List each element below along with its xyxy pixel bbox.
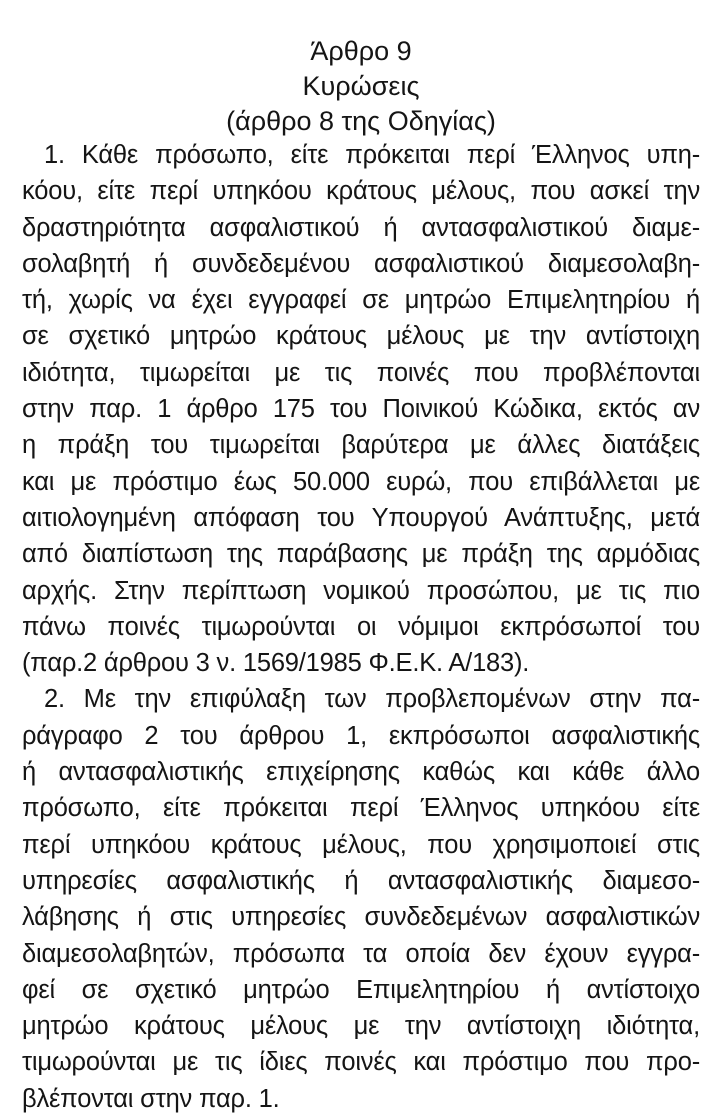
text-line: αρχής. Στην περίπτωση νομικού προσώπου, με τις πιο (22, 576, 700, 605)
text-line: σολαβητή ή συνδεδεμένου ασφαλιστικού διαμεσολαβη- (22, 249, 700, 278)
text-line: περί υπηκόου κράτους μέλους, που χρησιμοποιεί στις (22, 830, 700, 859)
text-line: διαμεσολαβητών, πρόσωπα τα οποία δεν έχουν εγγρα- (22, 939, 700, 968)
text-line: ράγραφο 2 του άρθρου 1, εκπρόσωποι ασφαλιστικής (22, 721, 700, 750)
text-line: στην παρ. 1 άρθρο 175 του Ποινικού Κώδικα, εκτός αν (22, 395, 700, 424)
paragraph-1 (22, 137, 700, 681)
text-line: υπηρεσίες ασφαλιστικής ή αντασφαλιστικής διαμεσο- (22, 866, 700, 895)
text-line: πρόσωπο, είτε πρόκειται περί Έλληνος υπηκόου είτε (22, 794, 700, 823)
text-line: τιμωρούνται με τις ίδιες ποινές και πρόστιμο που προ- (22, 1048, 700, 1077)
text-line: πάνω ποινές τιμωρούνται οι νόμιμοι εκπρόσωποί του (22, 612, 700, 641)
article-body (22, 137, 700, 1117)
text-line: ιδιότητα, τιμωρείται με τις ποινές που προβλέπονται (22, 358, 700, 387)
text-line: λάβησης ή στις υπηρεσίες συνδεδεμένων ασφαλιστικών (22, 903, 700, 932)
text-line: μητρώο κράτους μέλους με την αντίστοιχη ιδιότητα, (22, 1012, 700, 1041)
text-line: και με πρόστιμο έως 50.000 ευρώ, που επιβάλλεται με (22, 467, 700, 496)
text-line: σε σχετικό μητρώο κράτους μέλους με την αντίστοιχη (22, 322, 700, 351)
text-line: από διαπίστωση της παράβασης με πράξη της αρμόδιας (22, 540, 700, 569)
text-line: κόου, είτε περί υπηκόου κράτους μέλους, που ασκεί την (22, 177, 700, 206)
article-reference: (άρθρο 8 της Οδηγίας) (226, 106, 496, 136)
text-line: 1. Κάθε πρόσωπο, είτε πρόκειται περί Έλληνος υπη- (44, 141, 700, 169)
text-line: βλέπονται στην παρ. 1. (22, 1084, 280, 1113)
text-line: η πράξη του τιμωρείται βαρύτερα με άλλες διατάξεις (22, 431, 700, 460)
text-line: ή αντασφαλιστικής επιχείρησης καθώς και κάθε άλλο (22, 758, 700, 787)
text-line: δραστηριότητα ασφαλιστικού ή αντασφαλιστικού διαμε- (22, 213, 700, 242)
article-number: Άρθρο 9 (310, 36, 412, 66)
paragraph-2 (22, 681, 700, 1117)
text-line: φεί σε σχετικό μητρώο Επιμελητηρίου ή αντίστοιχο (22, 975, 700, 1004)
text-line: (παρ.2 άρθρου 3 ν. 1569/1985 Φ.Ε.Κ. Α/183). (22, 649, 530, 678)
article-title: Κυρώσεις (302, 71, 420, 101)
text-line: 2. Με την επιφύλαξη των προβλεπομένων στην πα- (44, 685, 700, 714)
text-line: τή, χωρίς να έχει εγγραφεί σε μητρώο Επιμελητηρίου ή (22, 286, 700, 315)
text-line: αιτιολογημένη απόφαση του Υπουργού Ανάπτυξης, μετά (22, 503, 700, 532)
